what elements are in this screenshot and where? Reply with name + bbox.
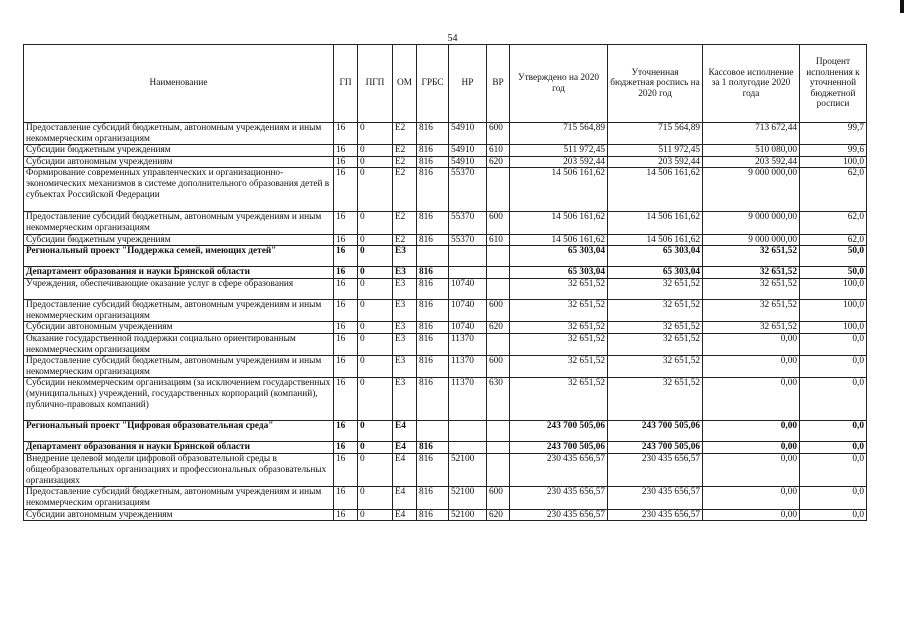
table-row [24, 333, 867, 355]
cell-om: Е2 [393, 123, 417, 145]
cell-name: Предоставление субсидий бюджетным, автономным учреждениям и иным некоммерческим организациям [24, 300, 334, 322]
cell-refined: 32 651,52 [608, 300, 703, 322]
cell-grbs: 816 [417, 356, 449, 378]
cell-om: Е3 [393, 267, 417, 279]
cell-refined: 65 303,04 [608, 267, 703, 279]
cell-np: 10740 [449, 300, 487, 322]
cell-vr: 600 [487, 212, 510, 234]
cell-vr: 610 [487, 145, 510, 157]
cell-cash: 0,00 [703, 378, 800, 421]
cell-grbs: 816 [417, 267, 449, 279]
col-header-name: Наименование [24, 45, 334, 123]
cell-grbs: 816 [417, 145, 449, 157]
cell-np: 54910 [449, 123, 487, 145]
cell-om: Е2 [393, 234, 417, 246]
scan-edge-mark [900, 0, 904, 13]
table-header [24, 45, 867, 123]
cell-om: Е3 [393, 378, 417, 421]
cell-gp: 16 [334, 487, 358, 509]
cell-om: Е3 [393, 279, 417, 300]
col-header-cash: Кассовое исполнение за 1 полугодие 2020 года [703, 45, 800, 123]
cell-name: Учреждения, обеспечивающие оказание услуг в сфере образования [24, 279, 334, 300]
cell-grbs [417, 246, 449, 267]
cell-vr: 620 [487, 509, 510, 521]
col-header-pgp: ПГП [358, 45, 393, 123]
cell-np: 52100 [449, 487, 487, 509]
cell-pgp: 0 [358, 234, 393, 246]
cell-np: 54910 [449, 156, 487, 168]
cell-name: Предоставление субсидий бюджетным, автономным учреждениям и иным некоммерческим организациям [24, 212, 334, 234]
cell-percent: 50,0 [800, 267, 867, 279]
cell-cash: 32 651,52 [703, 246, 800, 267]
cell-gp: 16 [334, 509, 358, 521]
cell-grbs: 816 [417, 234, 449, 246]
cell-name: Департамент образования и науки Брянской области [24, 267, 334, 279]
col-header-percent: Процент исполнения к уточненной бюджетной росписи [800, 45, 867, 123]
cell-grbs: 816 [417, 509, 449, 521]
cell-pgp: 0 [358, 156, 393, 168]
cell-name: Субсидии некоммерческим организациям (за исключением государственных (муниципальных) учреждений, государственных корпораций (компаний), публично-правовых компаний) [24, 378, 334, 421]
cell-grbs: 816 [417, 454, 449, 487]
cell-cash: 32 651,52 [703, 267, 800, 279]
cell-cash: 32 651,52 [703, 322, 800, 334]
cell-percent: 62,0 [800, 212, 867, 234]
cell-percent: 0,0 [800, 421, 867, 442]
cell-refined: 32 651,52 [608, 356, 703, 378]
cell-pgp: 0 [358, 212, 393, 234]
cell-refined: 230 435 656,57 [608, 509, 703, 521]
cell-refined: 511 972,45 [608, 145, 703, 157]
cell-grbs [417, 421, 449, 442]
table-row [24, 212, 867, 234]
cell-gp: 16 [334, 333, 358, 355]
table-row [24, 246, 867, 267]
cell-om: Е4 [393, 509, 417, 521]
table-row [24, 145, 867, 157]
cell-np: 11370 [449, 333, 487, 355]
cell-name: Субсидии автономным учреждениям [24, 509, 334, 521]
cell-refined: 32 651,52 [608, 333, 703, 355]
cell-vr: 620 [487, 322, 510, 334]
cell-approved: 230 435 656,57 [510, 509, 608, 521]
cell-vr: 600 [487, 300, 510, 322]
cell-approved: 14 506 161,62 [510, 168, 608, 212]
cell-gp: 16 [334, 156, 358, 168]
cell-np [449, 421, 487, 442]
cell-percent: 100,0 [800, 156, 867, 168]
cell-cash: 0,00 [703, 487, 800, 509]
cell-gp: 16 [334, 300, 358, 322]
cell-pgp: 0 [358, 487, 393, 509]
cell-om: Е2 [393, 156, 417, 168]
cell-percent: 0,0 [800, 378, 867, 421]
cell-refined: 715 564,89 [608, 123, 703, 145]
cell-pgp: 0 [358, 300, 393, 322]
cell-gp: 16 [334, 168, 358, 212]
cell-vr [487, 168, 510, 212]
cell-np: 11370 [449, 356, 487, 378]
cell-approved: 203 592,44 [510, 156, 608, 168]
cell-approved: 65 303,04 [510, 267, 608, 279]
cell-name: Внедрение целевой модели цифровой образовательной среды в общеобразовательных организациях и профессиональных образовательных организациях [24, 454, 334, 487]
cell-grbs: 816 [417, 487, 449, 509]
cell-percent: 0,0 [800, 509, 867, 521]
cell-refined: 243 700 505,06 [608, 442, 703, 454]
table-row [24, 322, 867, 334]
cell-grbs: 816 [417, 156, 449, 168]
col-header-grbs: ГРБС [417, 45, 449, 123]
cell-percent: 0,0 [800, 333, 867, 355]
cell-pgp: 0 [358, 123, 393, 145]
cell-gp: 16 [334, 212, 358, 234]
cell-pgp: 0 [358, 378, 393, 421]
cell-percent: 99,7 [800, 123, 867, 145]
cell-approved: 243 700 505,06 [510, 442, 608, 454]
cell-percent: 99,6 [800, 145, 867, 157]
cell-name: Региональный проект "Поддержка семей, имеющих детей" [24, 246, 334, 267]
cell-approved: 32 651,52 [510, 322, 608, 334]
cell-cash: 0,00 [703, 333, 800, 355]
col-header-vr: ВР [487, 45, 510, 123]
cell-pgp: 0 [358, 421, 393, 442]
cell-pgp: 0 [358, 322, 393, 334]
cell-pgp: 0 [358, 454, 393, 487]
cell-om: Е4 [393, 454, 417, 487]
cell-percent: 0,0 [800, 442, 867, 454]
cell-gp: 16 [334, 123, 358, 145]
cell-grbs: 816 [417, 333, 449, 355]
cell-gp: 16 [334, 356, 358, 378]
table-row [24, 356, 867, 378]
cell-grbs: 816 [417, 378, 449, 421]
cell-refined: 32 651,52 [608, 322, 703, 334]
cell-np: 54910 [449, 145, 487, 157]
cell-percent: 62,0 [800, 234, 867, 246]
cell-name: Формирование современных управленческих и организационно-экономических механизмов в системе дополнительного образования детей в субъектах Российской Федерации [24, 168, 334, 212]
table-row [24, 234, 867, 246]
cell-cash: 510 080,00 [703, 145, 800, 157]
cell-name: Субсидии бюджетным учреждениям [24, 234, 334, 246]
cell-approved: 230 435 656,57 [510, 454, 608, 487]
cell-name: Субсидии бюджетным учреждениям [24, 145, 334, 157]
cell-om: Е2 [393, 212, 417, 234]
table-row [24, 421, 867, 442]
cell-om: Е3 [393, 333, 417, 355]
cell-vr: 600 [487, 123, 510, 145]
page-number: 54 [447, 33, 458, 44]
cell-np [449, 267, 487, 279]
cell-approved: 230 435 656,57 [510, 487, 608, 509]
table-row [24, 487, 867, 509]
col-header-refined: Уточненная бюджетная роспись на 2020 год [608, 45, 703, 123]
cell-cash: 0,00 [703, 356, 800, 378]
cell-percent: 100,0 [800, 279, 867, 300]
cell-percent: 0,0 [800, 356, 867, 378]
cell-name: Предоставление субсидий бюджетным, автономным учреждениям и иным некоммерческим организациям [24, 123, 334, 145]
cell-cash: 203 592,44 [703, 156, 800, 168]
cell-np: 10740 [449, 279, 487, 300]
cell-pgp: 0 [358, 267, 393, 279]
cell-gp: 16 [334, 267, 358, 279]
cell-approved: 715 564,89 [510, 123, 608, 145]
cell-name: Предоставление субсидий бюджетным, автономным учреждениям и иным некоммерческим организациям [24, 487, 334, 509]
cell-cash: 0,00 [703, 421, 800, 442]
cell-refined: 230 435 656,57 [608, 454, 703, 487]
col-header-gp: ГП [334, 45, 358, 123]
cell-refined: 14 506 161,62 [608, 168, 703, 212]
cell-gp: 16 [334, 246, 358, 267]
cell-vr [487, 333, 510, 355]
cell-vr: 600 [487, 356, 510, 378]
cell-approved: 14 506 161,62 [510, 234, 608, 246]
table-row [24, 454, 867, 487]
cell-grbs: 816 [417, 212, 449, 234]
cell-refined: 65 303,04 [608, 246, 703, 267]
table-row [24, 442, 867, 454]
cell-gp: 16 [334, 378, 358, 421]
table-row [24, 156, 867, 168]
cell-approved: 32 651,52 [510, 300, 608, 322]
cell-om: Е3 [393, 300, 417, 322]
cell-pgp: 0 [358, 168, 393, 212]
cell-vr [487, 279, 510, 300]
table-row [24, 378, 867, 421]
cell-vr [487, 267, 510, 279]
cell-vr: 610 [487, 234, 510, 246]
cell-om: Е3 [393, 246, 417, 267]
cell-name: Оказание государственной поддержки социально ориентированным некоммерческим организациям [24, 333, 334, 355]
cell-name: Департамент образования и науки Брянской области [24, 442, 334, 454]
cell-percent: 100,0 [800, 322, 867, 334]
cell-approved: 32 651,52 [510, 333, 608, 355]
cell-gp: 16 [334, 421, 358, 442]
cell-cash: 0,00 [703, 509, 800, 521]
cell-approved: 243 700 505,06 [510, 421, 608, 442]
cell-vr: 630 [487, 378, 510, 421]
cell-pgp: 0 [358, 509, 393, 521]
cell-np: 55370 [449, 212, 487, 234]
cell-vr [487, 454, 510, 487]
cell-approved: 14 506 161,62 [510, 212, 608, 234]
cell-pgp: 0 [358, 145, 393, 157]
cell-np [449, 246, 487, 267]
table-row [24, 123, 867, 145]
table-row [24, 300, 867, 322]
cell-approved: 32 651,52 [510, 356, 608, 378]
cell-cash: 0,00 [703, 454, 800, 487]
cell-gp: 16 [334, 145, 358, 157]
cell-refined: 14 506 161,62 [608, 212, 703, 234]
cell-cash: 32 651,52 [703, 279, 800, 300]
cell-gp: 16 [334, 234, 358, 246]
cell-np: 10740 [449, 322, 487, 334]
cell-refined: 230 435 656,57 [608, 487, 703, 509]
cell-gp: 16 [334, 442, 358, 454]
cell-pgp: 0 [358, 279, 393, 300]
col-header-om: ОМ [393, 45, 417, 123]
cell-name: Региональный проект "Цифровая образовательная среда" [24, 421, 334, 442]
cell-vr [487, 442, 510, 454]
cell-grbs: 816 [417, 123, 449, 145]
cell-om: Е4 [393, 421, 417, 442]
cell-om: Е4 [393, 442, 417, 454]
cell-name: Субсидии автономным учреждениям [24, 156, 334, 168]
cell-refined: 14 506 161,62 [608, 234, 703, 246]
table-row [24, 509, 867, 521]
cell-om: Е3 [393, 356, 417, 378]
cell-approved: 32 651,52 [510, 279, 608, 300]
cell-percent: 100,0 [800, 300, 867, 322]
cell-pgp: 0 [358, 333, 393, 355]
cell-np: 55370 [449, 168, 487, 212]
cell-approved: 65 303,04 [510, 246, 608, 267]
cell-vr [487, 421, 510, 442]
table-row [24, 168, 867, 212]
cell-cash: 32 651,52 [703, 300, 800, 322]
cell-om: Е3 [393, 322, 417, 334]
cell-vr: 600 [487, 487, 510, 509]
table-row [24, 279, 867, 300]
cell-refined: 203 592,44 [608, 156, 703, 168]
cell-grbs: 816 [417, 279, 449, 300]
cell-cash: 9 000 000,00 [703, 168, 800, 212]
cell-om: Е2 [393, 168, 417, 212]
cell-percent: 50,0 [800, 246, 867, 267]
cell-approved: 32 651,52 [510, 378, 608, 421]
cell-grbs: 816 [417, 442, 449, 454]
cell-name: Субсидии автономным учреждениям [24, 322, 334, 334]
cell-cash: 0,00 [703, 442, 800, 454]
col-header-approved: Утверждено на 2020 год [510, 45, 608, 123]
cell-np: 11370 [449, 378, 487, 421]
cell-gp: 16 [334, 279, 358, 300]
cell-grbs: 816 [417, 168, 449, 212]
cell-percent: 62,0 [800, 168, 867, 212]
cell-np: 52100 [449, 454, 487, 487]
cell-refined: 32 651,52 [608, 279, 703, 300]
cell-refined: 32 651,52 [608, 378, 703, 421]
cell-cash: 9 000 000,00 [703, 234, 800, 246]
cell-grbs: 816 [417, 322, 449, 334]
cell-om: Е4 [393, 487, 417, 509]
cell-om: Е2 [393, 145, 417, 157]
cell-np: 55370 [449, 234, 487, 246]
cell-percent: 0,0 [800, 487, 867, 509]
cell-vr [487, 246, 510, 267]
cell-pgp: 0 [358, 246, 393, 267]
budget-table [23, 44, 867, 521]
cell-cash: 9 000 000,00 [703, 212, 800, 234]
cell-vr: 620 [487, 156, 510, 168]
cell-grbs: 816 [417, 300, 449, 322]
cell-refined: 243 700 505,06 [608, 421, 703, 442]
cell-np [449, 442, 487, 454]
cell-pgp: 0 [358, 442, 393, 454]
cell-name: Предоставление субсидий бюджетным, автономным учреждениям и иным некоммерческим организациям [24, 356, 334, 378]
cell-percent: 0,0 [800, 454, 867, 487]
cell-approved: 511 972,45 [510, 145, 608, 157]
cell-gp: 16 [334, 454, 358, 487]
table-row [24, 267, 867, 279]
cell-cash: 713 672,44 [703, 123, 800, 145]
col-header-np: НР [449, 45, 487, 123]
cell-pgp: 0 [358, 356, 393, 378]
cell-np: 52100 [449, 509, 487, 521]
cell-gp: 16 [334, 322, 358, 334]
